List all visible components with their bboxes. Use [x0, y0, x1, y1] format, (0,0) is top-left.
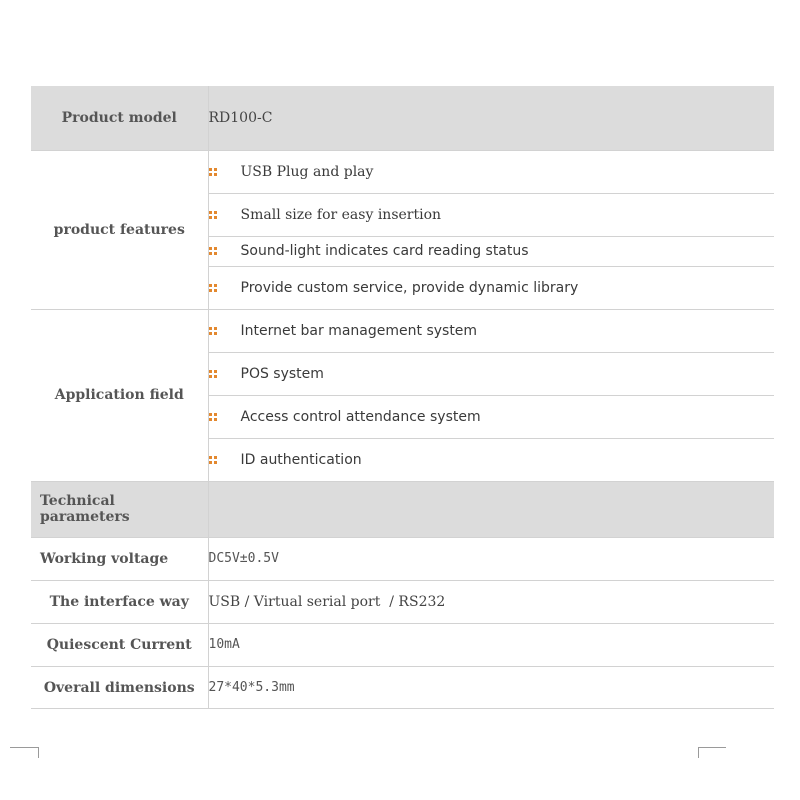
application-item [208, 352, 774, 395]
parameter-label: The interface way [31, 580, 208, 623]
crop-mark-right [698, 747, 726, 758]
parameter-value: 10mA [208, 623, 774, 666]
product-model-value: RD100-C [208, 86, 774, 150]
table-bottom-border [31, 708, 774, 709]
application-text: POS system [240, 365, 324, 382]
application-item [208, 309, 774, 352]
parameter-label: Quiescent Current [31, 623, 208, 666]
crop-mark-left [10, 747, 39, 758]
square-bullet-icon [209, 247, 217, 255]
application-field-label: Application field [31, 309, 208, 481]
product-spec-table [31, 86, 774, 709]
feature-item [208, 193, 774, 236]
square-bullet-icon [209, 284, 217, 292]
application-text: Access control attendance system [240, 408, 481, 425]
square-bullet-icon [209, 413, 217, 421]
square-bullet-icon [209, 456, 217, 464]
feature-row [31, 150, 774, 193]
technical-parameters-label: Technical parameters [31, 481, 208, 537]
parameter-value: 27*40*5.3mm [208, 666, 774, 709]
feature-item [208, 266, 774, 309]
parameter-row [31, 537, 774, 580]
parameter-row [31, 580, 774, 623]
technical-parameters-header-empty [208, 481, 774, 537]
feature-item [208, 236, 774, 266]
application-text: Internet bar management system [240, 322, 478, 339]
feature-text: Sound-light indicates card reading status [240, 243, 529, 259]
parameter-label: Overall dimensions [31, 666, 208, 709]
technical-parameters-header-row [31, 481, 774, 537]
parameter-row [31, 623, 774, 666]
parameter-value: DC5V±0.5V [208, 537, 774, 580]
square-bullet-icon [209, 370, 217, 378]
square-bullet-icon [209, 168, 217, 176]
application-item [208, 438, 774, 481]
square-bullet-icon [209, 327, 217, 335]
feature-item [208, 150, 774, 193]
parameter-value: USB / Virtual serial port / RS232 [208, 580, 774, 623]
application-text: ID authentication [240, 451, 362, 468]
feature-text: Provide custom service, provide dynamic library [240, 279, 579, 296]
application-item [208, 395, 774, 438]
feature-text: USB Plug and play [240, 163, 374, 180]
product-features-label: product features [31, 150, 208, 309]
feature-text: Small size for easy insertion [240, 206, 442, 223]
square-bullet-icon [209, 211, 217, 219]
parameter-row [31, 666, 774, 709]
product-model-label: Product model [31, 86, 208, 150]
application-row [31, 309, 774, 352]
product-model-row [31, 86, 774, 150]
parameter-label: Working voltage [31, 537, 208, 580]
